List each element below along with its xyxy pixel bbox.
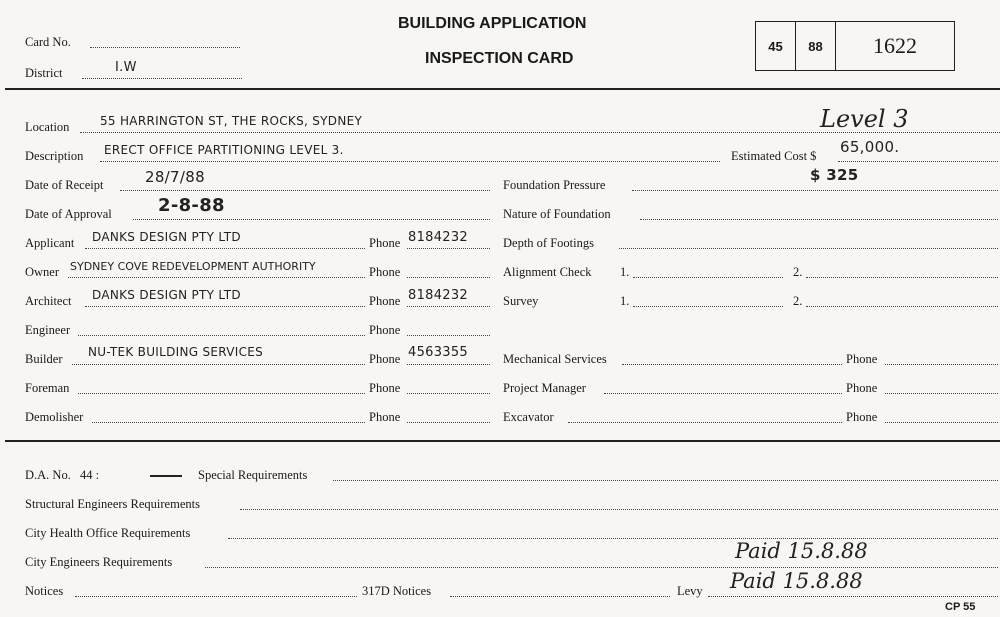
location-value: 55 HARRINGTON ST, THE ROCKS, SYDNEY bbox=[100, 114, 363, 128]
card-no-label: Card No. bbox=[25, 35, 71, 49]
project-manager-label: Project Manager bbox=[503, 381, 586, 395]
levy-label: Levy bbox=[677, 584, 703, 598]
date-receipt-label: Date of Receipt bbox=[25, 178, 104, 192]
fee-value: $ 325 bbox=[810, 166, 859, 184]
location-label: Location bbox=[25, 120, 70, 134]
district-line bbox=[82, 78, 242, 79]
foundation-pressure-label: Foundation Pressure bbox=[503, 178, 606, 192]
survey-label: Survey bbox=[503, 294, 539, 308]
builder-label: Builder bbox=[25, 352, 63, 366]
survey-num2: 2. bbox=[793, 294, 803, 308]
description-value: ERECT OFFICE PARTITIONING LEVEL 3. bbox=[104, 143, 344, 157]
builder-value: NU-TEK BUILDING SERVICES bbox=[88, 345, 264, 359]
structural-label: Structural Engineers Requirements bbox=[25, 497, 200, 511]
notices-label: Notices bbox=[25, 584, 64, 598]
district-label: District bbox=[25, 66, 63, 80]
da-dash bbox=[150, 475, 182, 477]
demolisher-phone-label: Phone bbox=[369, 410, 401, 424]
level-note: Level 3 bbox=[820, 105, 909, 133]
card-box-a: 45 bbox=[768, 38, 783, 54]
demolisher-label: Demolisher bbox=[25, 410, 84, 424]
header-divider bbox=[5, 88, 1000, 90]
survey-num1: 1. bbox=[620, 294, 630, 308]
special-label: Special Requirements bbox=[198, 468, 308, 482]
date-approval-value: 2-8-88 bbox=[158, 195, 225, 216]
da-value: 44 : bbox=[80, 468, 100, 482]
applicant-label: Applicant bbox=[25, 236, 75, 250]
card-box-b: 88 bbox=[808, 38, 823, 54]
builder-phone: 4563355 bbox=[408, 345, 468, 360]
section-divider bbox=[5, 440, 1000, 442]
estimated-cost-label: Estimated Cost $ bbox=[731, 149, 817, 163]
applicant-phone-label: Phone bbox=[369, 236, 401, 250]
builder-phone-label: Phone bbox=[369, 352, 401, 366]
description-label: Description bbox=[25, 149, 84, 163]
title-line1: BUILDING APPLICATION bbox=[398, 15, 587, 32]
mechanical-label: Mechanical Services bbox=[503, 352, 607, 366]
project-manager-phone-label: Phone bbox=[846, 381, 878, 395]
city-eng-label: City Engineers Requirements bbox=[25, 555, 173, 569]
architect-phone: 8184232 bbox=[408, 288, 468, 303]
architect-value: DANKS DESIGN PTY LTD bbox=[92, 288, 241, 302]
card-no-line bbox=[90, 47, 240, 48]
date-receipt-value: 28/7/88 bbox=[145, 168, 205, 186]
foreman-label: Foreman bbox=[25, 381, 70, 395]
card-number: 1622 bbox=[873, 33, 917, 58]
paid-note1: Paid 15.8.88 bbox=[735, 539, 868, 563]
alignment-check-label: Alignment Check bbox=[503, 265, 592, 279]
applicant-value: DANKS DESIGN PTY LTD bbox=[92, 230, 241, 244]
engineer-label: Engineer bbox=[25, 323, 71, 337]
notices-317d-label: 317D Notices bbox=[362, 584, 432, 598]
owner-value: SYDNEY COVE REDEVELOPMENT AUTHORITY bbox=[70, 260, 316, 273]
alignment-num2: 2. bbox=[793, 265, 803, 279]
title-line2: INSPECTION CARD bbox=[425, 50, 574, 67]
owner-label: Owner bbox=[25, 265, 60, 279]
estimated-cost-value: 65,000. bbox=[840, 138, 900, 156]
health-label: City Health Office Requirements bbox=[25, 526, 191, 540]
architect-phone-label: Phone bbox=[369, 294, 401, 308]
alignment-num1: 1. bbox=[620, 265, 630, 279]
paid-note2: Paid 15.8.88 bbox=[730, 569, 863, 593]
excavator-phone-label: Phone bbox=[846, 410, 878, 424]
foreman-phone-label: Phone bbox=[369, 381, 401, 395]
da-label: D.A. No. bbox=[25, 468, 71, 482]
applicant-phone: 8184232 bbox=[408, 230, 468, 245]
owner-phone-label: Phone bbox=[369, 265, 401, 279]
nature-foundation-label: Nature of Foundation bbox=[503, 207, 611, 221]
depth-footings-label: Depth of Footings bbox=[503, 236, 594, 250]
excavator-label: Excavator bbox=[503, 410, 554, 424]
date-approval-label: Date of Approval bbox=[25, 207, 112, 221]
form-code: CP 55 bbox=[945, 601, 976, 613]
architect-label: Architect bbox=[25, 294, 72, 308]
district-value: I.W bbox=[115, 60, 137, 75]
mechanical-phone-label: Phone bbox=[846, 352, 878, 366]
engineer-phone-label: Phone bbox=[369, 323, 401, 337]
